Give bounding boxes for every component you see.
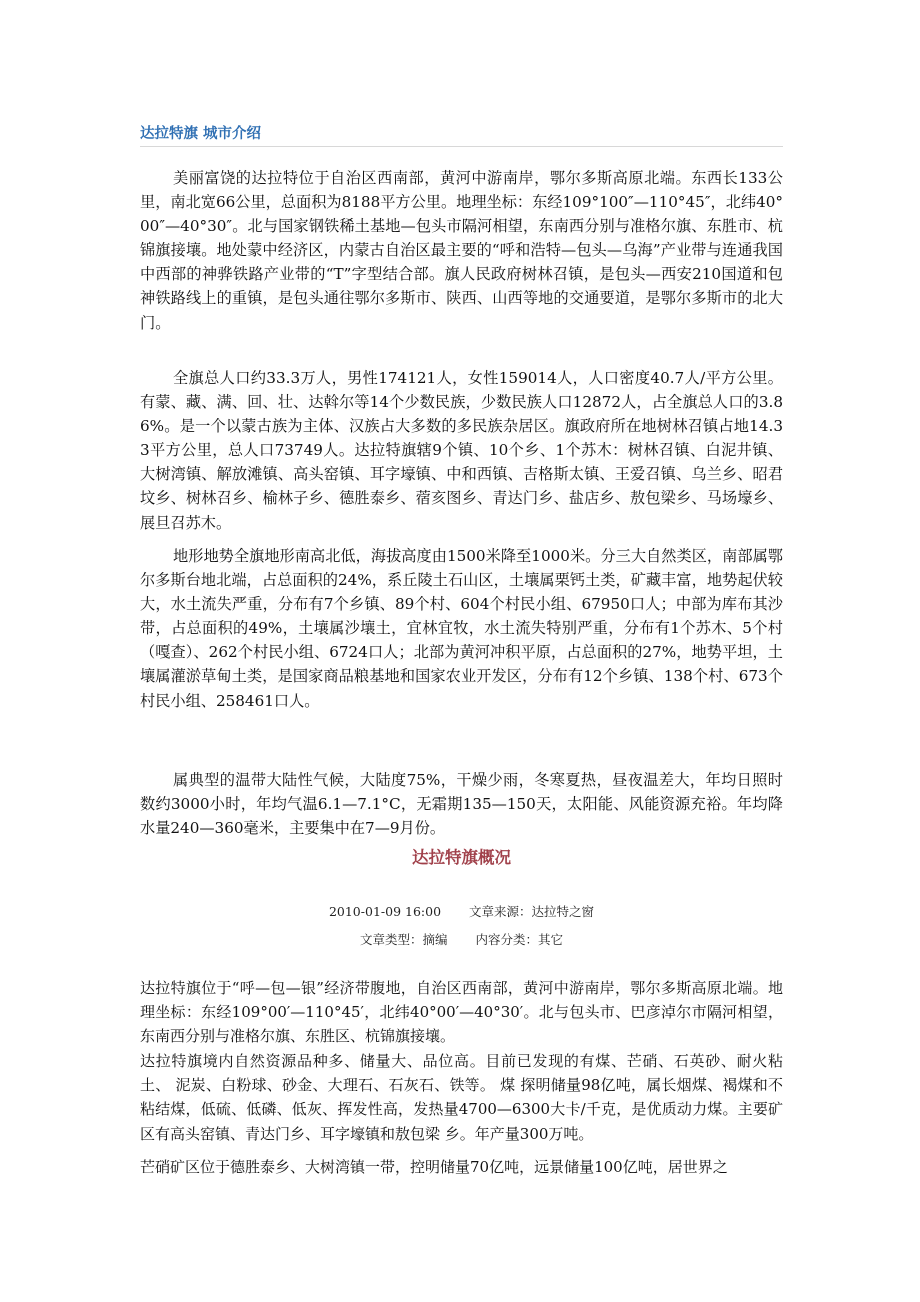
overview-paragraph-location: 达拉特旗位于“呼—包—银”经济带腹地，自治区西南部，黄河中游南岸，鄂尔多斯高原北端。地理坐标：东经109°00′—110°45′，北纬40°00′—40°30′。北与包头市、巴彦淖尔市隔河相望，东南西分别与准格尔旗、东胜区、杭锦旗接壤。 [140, 979, 783, 1046]
intro-paragraph-location: 美丽富饶的达拉特位于自治区西南部，黄河中游南岸，鄂尔多斯高原北端。东西长133公里，南北宽66公里，总面积为8188平方公里。地理坐标：东经109°100″—110°45″，北纬40°00″—40°30″。北与国家钢铁稀土基地—包头市隔河相望，东南西分别与准格尔旗、东胜市、杭锦旗接壤。地处蒙中经济区，内蒙古自治区最主要的“呼和浩特—包头—乌海”产业带与连通我国中西部的神骅铁路产业带的“T”字型结合部。旗人民政府树林召镇，是包头—西安210国道和包神铁路线上的重镇，是包头通往鄂尔多斯市、陕西、山西等地的交通要道，是鄂尔多斯市的北大门。 [140, 169, 783, 332]
article-source: 文章来源：达拉特之窗 [469, 904, 595, 919]
intro-paragraph-terrain: 地形地势全旗地形南高北低，海拔高度由1500米降至1000米。分三大自然类区，南部属鄂尔多斯台地北端，占总面积的24%，系丘陵土石山区，土壤属栗钙土类，矿藏丰富，地势起伏较大，水土流失严重，分布有7个乡镇、89个村、604个村民小组、67950口人；中部为库布其沙带，占总面积的49%，土壤属沙壤土，宜林宜牧，水土流失特别严重，分布有1个苏木、5个村（嘎查）、262个村民小组、6724口人；北部为黄河冲积平原，占总面积的27%，地势平坦，土壤属灌淤草甸土类，是国家商品粮基地和国家农业开发区，分布有12个乡镇、138个村、673个村民小组、258461口人。 [140, 547, 783, 710]
article-meta-line-1 [140, 903, 783, 921]
article-type: 文章类型：摘编 [359, 932, 448, 947]
article-category: 内容分类：其它 [475, 932, 564, 947]
article-meta-line-2 [140, 931, 783, 949]
article-date: 2010-01-09 16:00 [328, 904, 442, 919]
intro-paragraph-climate: 属典型的温带大陆性气候，大陆度75%，干燥少雨，冬寒夏热，昼夜温差大，年均日照时数约3000小时，年均气温6.1—7.1°C，无霜期135—150天，太阳能、风能资源充裕。年均降水量240—360毫米，主要集中在7—9月份。 [140, 771, 783, 838]
page-header [140, 124, 783, 147]
section-title: 达拉特旗概况 [412, 848, 511, 867]
overview-paragraph-mirabilite: 芒硝矿区位于德胜泰乡、大树湾镇一带，控明储量70亿吨，远景储量100亿吨，居世界之 [140, 1158, 728, 1176]
page-title: 达拉特旗 城市介绍 [140, 125, 262, 142]
intro-paragraph-population: 全旗总人口约33.3万人，男性174121人，女性159014人，人口密度40.7人/平方公里。有蒙、藏、满、回、壮、达斡尔等14个少数民族，少数民族人口12872人，占全旗总人口的3.86%。是一个以蒙古族为主体、汉族占大多数的多民族杂居区。旗政府所在地树林召镇占地14.33平方公里，总人口73749人。达拉特旗辖9个镇、10个乡、1个苏木：树林召镇、白泥井镇、大树湾镇、解放滩镇、高头窑镇、耳字壕镇、中和西镇、吉格斯太镇、王爱召镇、乌兰乡、昭君坟乡、树林召乡、榆林子乡、德胜泰乡、蓿亥图乡、青达门乡、盐店乡、敖包梁乡、马场壕乡、展旦召苏木。 [140, 369, 783, 532]
overview-paragraph-resources: 达拉特旗境内自然资源品种多、储量大、品位高。目前已发现的有煤、芒硝、石英砂、耐火粘土、 泥炭、白粉球、砂金、大理石、石灰石、铁等。 煤 探明储量98亿吨，属长烟煤、褐煤和不粘结煤，低硫、低磷、低灰、挥发性高，发热量4700—6300大卡/千克，是优质动力煤。主要矿区有高头窑镇、青达门乡、耳字壕镇和敖包梁 乡。年产量300万吨。 [140, 1052, 783, 1143]
